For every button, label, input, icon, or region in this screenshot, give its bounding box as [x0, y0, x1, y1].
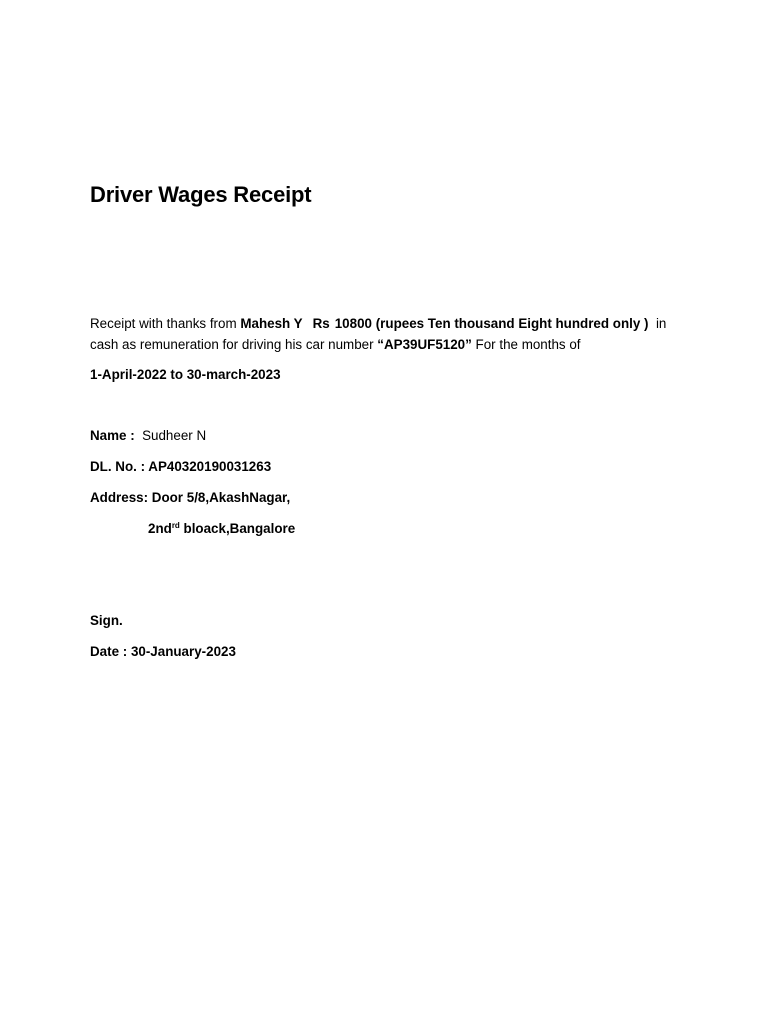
address-line2	[148, 521, 295, 536]
dl-row	[90, 459, 271, 474]
address-line2-pre: 2nd	[148, 521, 172, 536]
payer-name: Mahesh Y	[240, 316, 303, 331]
receipt-mid-text: in cash as remuneration for driving his car number	[90, 316, 667, 352]
sign-label: Sign.	[90, 613, 123, 628]
document-title: Driver Wages Receipt	[90, 182, 312, 207]
receipt-prefix: Receipt with thanks from	[90, 316, 241, 331]
address-line2-sup: rd	[171, 521, 180, 530]
dl-value: AP40320190031263	[148, 459, 272, 474]
address-label: Address:	[90, 490, 149, 505]
amount-value: 10800	[334, 316, 372, 331]
car-number: “AP39UF5120”	[377, 336, 472, 352]
period: 1-April-2022 to 30-march-2023	[90, 367, 281, 382]
date-value: 30-January-2023	[130, 644, 236, 659]
address-line2-post: bloack,Bangalore	[179, 521, 296, 536]
date-label: Date :	[90, 644, 128, 659]
name-value: Sudheer N	[142, 428, 207, 443]
dl-label: DL. No. :	[90, 459, 146, 474]
amount-words: (rupees Ten thousand Eight hundred only )	[375, 316, 649, 331]
address-row	[90, 490, 290, 505]
receipt-suffix: For the months of	[471, 336, 581, 352]
amount-label: Rs	[312, 316, 330, 331]
date-row	[90, 644, 236, 659]
name-label: Name :	[90, 428, 135, 443]
name-row	[90, 428, 206, 443]
receipt-paragraph	[90, 314, 690, 355]
address-line1: Door 5/8,AkashNagar,	[151, 490, 291, 505]
